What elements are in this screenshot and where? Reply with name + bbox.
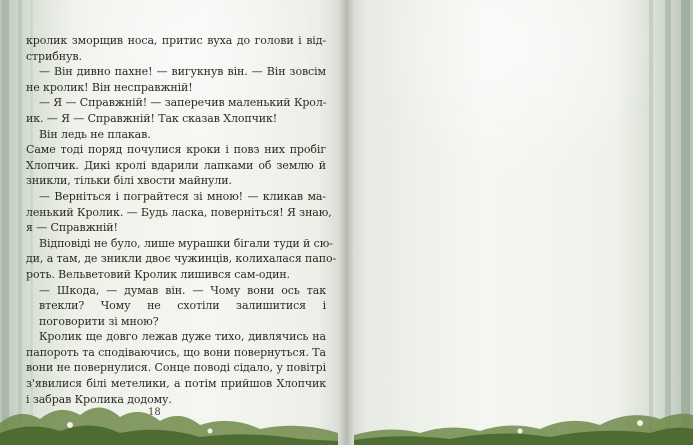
text-line: — Я — Справжній! — заперечив маленький Крол- xyxy=(39,96,327,110)
text-line: стрибнув. xyxy=(26,49,82,63)
text-line: ик. — Я — Справжній! Так сказав Хлопчик! xyxy=(26,111,278,125)
text-line: папороть та сподіваючись, що вони повернуться. Та xyxy=(26,345,326,359)
left-page-number: 18 xyxy=(148,407,161,418)
forest-trees-right xyxy=(643,0,693,445)
text-line: я — Справжній! xyxy=(26,221,118,235)
foliage-illustration xyxy=(0,385,693,445)
text-line: — Він дивно пахне! — вигукнув він. — Він зовсім xyxy=(39,65,326,79)
text-line: кролик зморщив носа, притис вуха до голови і від- xyxy=(26,34,326,47)
text-line: ди, а там, де зникли двоє чужинців, колихалася папо- xyxy=(26,252,337,266)
text-line: Відповіді не було, лише мурашки бігали туди й сю- xyxy=(39,236,333,250)
right-page xyxy=(346,0,693,445)
left-page-text xyxy=(26,33,337,407)
text-line: ленький Кролик. — Будь ласка, поверніться! Я знаю, xyxy=(26,205,332,219)
book-gutter xyxy=(338,0,354,445)
left-page xyxy=(0,0,346,445)
text-line: Кролик ще довго лежав дуже тихо, дивлячись на xyxy=(39,330,326,344)
text-line: — Шкода, — думав він. — Чому вони ось так втекли? Чому не схотіли залишитися і поговорити зі мною? xyxy=(39,283,326,328)
text-line: Саме тоді поряд почулися кроки і повз них пробіг xyxy=(26,143,326,157)
text-line: роть. Вельветовий Кролик лишився сам-один. xyxy=(26,267,290,281)
text-line: — Верніться і пограйтеся зі мною! — кликав ма- xyxy=(39,189,326,203)
text-line: не кролик! Він несправжній! xyxy=(26,80,193,94)
text-line: Хлопчик. Дикі кролі вдарили лапками об землю й зникли, тільки білі хвости майнули. xyxy=(26,158,326,188)
text-line: з'явилися білі метелики, а потім прийшов Хлопчик xyxy=(26,377,326,391)
text-line: і забрав Кролика додому. xyxy=(26,392,172,406)
text-line: Він ледь не плакав. xyxy=(39,127,151,141)
text-line: вони не повернулися. Сонце поводі сідало, у повітрі xyxy=(26,361,326,375)
